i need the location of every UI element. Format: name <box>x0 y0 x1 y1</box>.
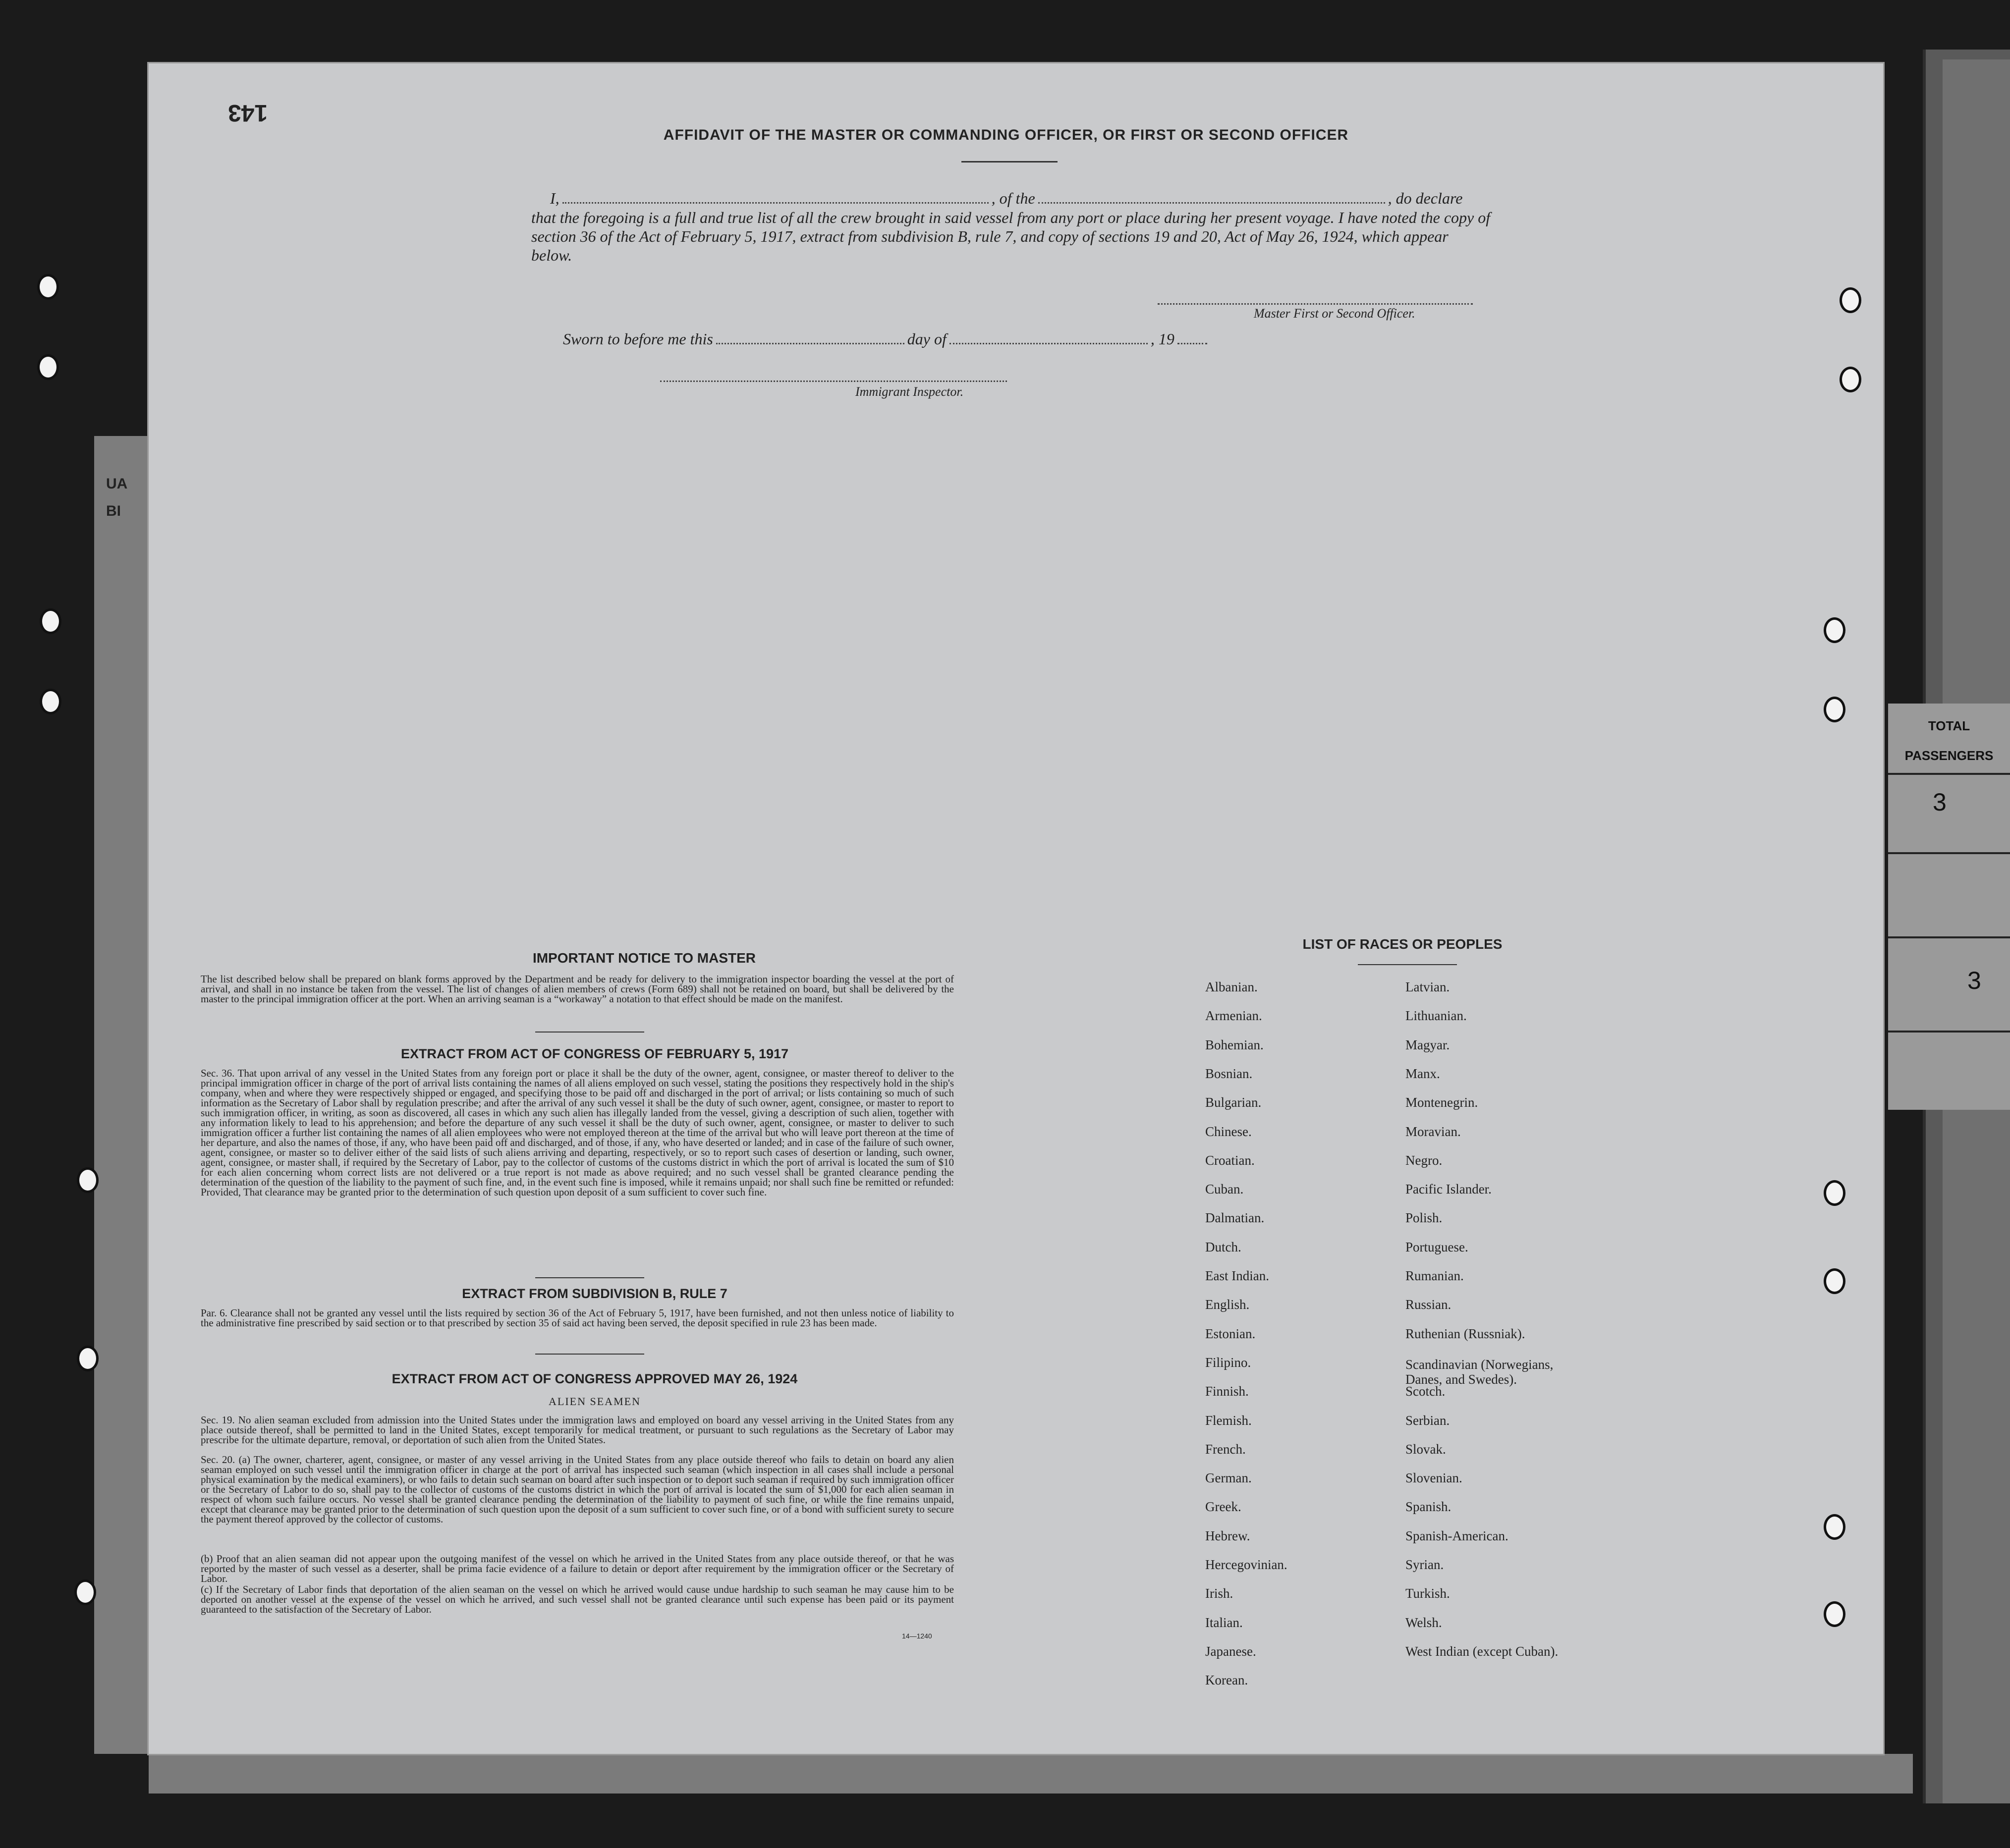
name-blank <box>562 202 989 204</box>
race-item: Croatian. <box>1205 1152 1255 1168</box>
race-item: Chinese. <box>1205 1124 1252 1139</box>
extract-1917-title: EXTRACT FROM ACT OF CONGRESS OF FEBRUARY 5, 1917 <box>400 1046 789 1061</box>
race-item: Filipino. <box>1205 1355 1251 1370</box>
race-item: Italian. <box>1205 1615 1243 1630</box>
affidavit-line-1 <box>550 189 1462 208</box>
race-item: Dutch. <box>1205 1239 1241 1254</box>
passenger-count-1: 3 <box>1933 788 1947 816</box>
sworn-line <box>563 330 1210 348</box>
table-rule <box>1888 1031 2010 1033</box>
sec19-text: Sec. 19. No alien seaman excluded from admission into the United States under the immigration laws and employed on board any vessel arriving in the United States from any place outside thereof, shall be permitted to land in the United States, except temporarily for medical treatment, or pursuant to such regulations as the Secretary of Labor may prescribe for the ultimate departure, removal, or deportation of such alien from the United States. <box>201 1414 954 1446</box>
race-item: Slovak. <box>1405 1441 1446 1457</box>
punch-hole <box>77 1346 99 1371</box>
punch-hole <box>40 689 61 714</box>
year-blank <box>1177 342 1207 344</box>
race-item: Slovenian. <box>1405 1470 1462 1486</box>
affidavit-of-the: , of the <box>991 189 1035 207</box>
affidavit-title: AFFIDAVIT OF THE MASTER OR COMMANDING OFFICER, OR FIRST OR SECOND OFFICER <box>663 127 1349 143</box>
table-rule <box>1888 773 2010 775</box>
race-item: English. <box>1205 1297 1250 1312</box>
sec20b-text: (b) Proof that an alien seaman did not appear upon the outgoing manifest of the vessel on which he arrived in the United States from any place outside thereof, or that he was reported by the master of such vessel as a deserter, shall be prima facie evidence of a failure to detain or deport after requirement by the immigration officer or the Secretary of Labor. <box>201 1553 954 1584</box>
race-item: Polish. <box>1405 1210 1443 1226</box>
affidavit-do-declare: , do declare <box>1388 189 1463 207</box>
race-item: Cuban. <box>1205 1182 1244 1197</box>
punch-hole <box>1824 617 1845 643</box>
race-item: Spanish-American. <box>1405 1528 1508 1543</box>
race-item: Spanish. <box>1405 1499 1452 1515</box>
races-title: LIST OF RACES OR PEOPLES <box>1302 936 1503 952</box>
sworn-before: Sworn to before me this <box>563 330 713 348</box>
punch-hole <box>1840 287 1861 313</box>
race-item: Japanese. <box>1205 1643 1256 1659</box>
race-item: Hebrew. <box>1205 1528 1250 1543</box>
race-item: German. <box>1205 1470 1252 1486</box>
race-item: Irish. <box>1205 1586 1233 1601</box>
notice-title: IMPORTANT NOTICE TO MASTER <box>532 950 756 966</box>
notice-rule <box>535 1032 644 1033</box>
race-item: Hercegovinian. <box>1205 1557 1287 1572</box>
race-item: East Indian. <box>1205 1268 1269 1283</box>
punch-hole <box>1840 367 1861 392</box>
notice-text: The list described below shall be prepared on blank forms approved by the Department and be ready for delivery to the immigration inspector boarding the vessel at the port of arrival, and shall in no instance be taken from the vessel. The list of changes of alien members of crews (Form 689) shall not be retained on board, but shall be delivered by the master to the principal immigration officer at the port. When an arriving seaman is a “workaway” a notation to that effect should be made on the manifest. <box>201 973 954 1005</box>
year-prefix: , 19 <box>1150 330 1174 348</box>
race-item: Portuguese. <box>1405 1239 1468 1254</box>
passengers-header: PASSENGERS <box>1904 748 1994 763</box>
underlying-sheet-bottom <box>149 1754 1913 1794</box>
race-item: Flemish. <box>1205 1413 1252 1428</box>
punch-hole <box>37 354 59 380</box>
extract-rule7-title: EXTRACT FROM SUBDIVISION B, RULE 7 <box>462 1286 727 1301</box>
race-item: French. <box>1205 1441 1246 1457</box>
sec20a-text: Sec. 20. (a) The owner, charterer, agent, consignee, or master of any vessel arriving in the United States from any place outside thereof who fails to detain on board any alien seaman employed on such vessel until the immigration officer in charge at the port of arrival has inspected such seaman (which inspection in all cases shall include a personal physical examination by the medical examiners), or who fails to detain such seaman on board after such inspection or to deport such seaman if required by such immigration officer or the Secretary of Labor to do so, shall pay to the collector of customs of the customs district in which the port of arrival is located the sum of $1,000 for each alien seaman in respect of whom such failure occurs. No vessel shall be granted clearance pending the determination of the liability to payment of such fine, or while the fine remains unpaid, except that clearance may be granted prior to the determination of such question upon the deposit of a sum sufficient to cover such fine, or of a bond with sufficient surety to secure the payment thereof approved by the collector of customs. <box>201 1454 954 1525</box>
vessel-blank <box>1038 202 1385 204</box>
race-item: Scandinavian (Norwegians, <box>1405 1357 1554 1372</box>
race-item: Russian. <box>1405 1297 1452 1312</box>
race-item: Dalmatian. <box>1205 1210 1265 1226</box>
punch-hole <box>1824 697 1845 722</box>
extract-rule7-text: Par. 6. Clearance shall not be granted any vessel until the lists required by section 36 of the Act of February 5, 1917, have been furnished, and not then unless notice of liability to the administrative fine prescribed by said section or to that prescribed by section 35 of said act having been served, the deposit specified in rule 23 has been made. <box>201 1307 954 1329</box>
punch-hole <box>74 1579 96 1605</box>
race-item: Serbian. <box>1405 1413 1450 1428</box>
passenger-count-2: 3 <box>1967 967 1981 994</box>
race-item: Montenegrin. <box>1405 1095 1478 1110</box>
affidavit-i: I, <box>550 189 559 207</box>
race-item: Latvian. <box>1405 979 1450 994</box>
total-header: TOTAL <box>1928 718 1970 733</box>
race-item: Ruthenian (Russniak). <box>1405 1326 1525 1341</box>
race-item: Bosnian. <box>1205 1066 1253 1081</box>
race-item: Welsh. <box>1405 1615 1442 1630</box>
table-rule <box>1888 936 2010 938</box>
form-number: 14—1240 <box>902 1632 932 1640</box>
alien-seamen-subtitle: ALIEN SEAMEN <box>549 1395 641 1408</box>
underlying-sheet-left <box>94 436 149 1754</box>
race-item: Greek. <box>1205 1499 1241 1515</box>
inspector-signature-line <box>660 380 1007 382</box>
day-of: day of <box>907 330 947 348</box>
race-item: Scotch. <box>1405 1384 1446 1399</box>
race-item: Armenian. <box>1205 1008 1262 1024</box>
underlying-fragment-1: UA <box>106 476 128 492</box>
race-item: Syrian. <box>1405 1557 1444 1572</box>
race-item: Lithuanian. <box>1405 1008 1467 1024</box>
extract-1917-rule <box>535 1277 644 1278</box>
underlying-passenger-table <box>1888 704 2010 1110</box>
master-label: Master First or Second Officer. <box>1254 306 1415 321</box>
underlying-fragment-2: BI <box>106 503 121 519</box>
day-blank <box>716 342 904 344</box>
punch-hole <box>1824 1514 1845 1540</box>
race-item: Bohemian. <box>1205 1037 1264 1052</box>
race-item: Moravian. <box>1405 1124 1461 1139</box>
race-item: Rumanian. <box>1405 1268 1464 1283</box>
race-item: Turkish. <box>1405 1586 1450 1601</box>
race-item: Manx. <box>1405 1066 1440 1081</box>
page-number: 143 <box>228 100 268 126</box>
race-item: Korean. <box>1205 1673 1248 1688</box>
race-item: Pacific Islander. <box>1405 1182 1492 1197</box>
month-blank <box>949 342 1148 344</box>
race-item: Bulgarian. <box>1205 1095 1262 1110</box>
punch-hole <box>77 1167 99 1193</box>
race-item: West Indian (except Cuban). <box>1405 1643 1559 1659</box>
races-rule <box>1358 964 1457 965</box>
extract-rule7-rule <box>535 1354 644 1355</box>
title-rule <box>961 161 1058 163</box>
race-item: Estonian. <box>1205 1326 1256 1341</box>
punch-hole <box>37 274 59 300</box>
race-item: Albanian. <box>1205 979 1258 994</box>
race-item: Magyar. <box>1405 1037 1450 1052</box>
punch-hole <box>40 608 61 634</box>
master-signature-line <box>1158 303 1473 305</box>
punch-hole <box>1824 1180 1845 1206</box>
sec20c-text: (c) If the Secretary of Labor finds that deportation of the alien seaman on the vessel on which he arrived would cause undue hardship to such seaman he may cause him to be deported on another vessel at the expense of the vessel on which he arrived, and such vessel shall not be granted clearance until such expense has been paid or its payment guaranteed to the satisfaction of the Secretary of Labor. <box>201 1583 954 1615</box>
extract-1924-title: EXTRACT FROM ACT OF CONGRESS APPROVED MAY 26, 1924 <box>391 1371 798 1386</box>
punch-hole <box>1824 1268 1845 1294</box>
affidavit-body: that the foregoing is a full and true list of all the crew brought in said vessel from any port or place during her present voyage. I have noted the copy of section 36 of the Act of February 5, 1917, extract from subdivision B, rule 7, and copy of sections 19 and 20, Act of May 26, 1924, which appear below. <box>531 209 1491 264</box>
punch-hole <box>1824 1601 1845 1627</box>
race-item: Danes, and Swedes). <box>1405 1371 1517 1387</box>
race-item: Finnish. <box>1205 1384 1249 1399</box>
table-rule <box>1888 852 2010 854</box>
race-item: Negro. <box>1405 1152 1443 1168</box>
inspector-label: Immigrant Inspector. <box>855 384 964 399</box>
extract-1917-text: Sec. 36. That upon arrival of any vessel in the United States from any foreign port or place it shall be the duty of the owner, agent, consignee, or master thereof to deliver to the principal immigration officer in charge of the port of arrival lists containing the names of all aliens employed on such vessel, stating the positions they respectively hold in the ship's company, when and where they were respectively shipped or engaged, and specifying those to be paid off and discharged in the port of arrival; or lists containing so much of such information as the Secretary of Labor shall by regulation prescribe; and after the arrival of any such vessel it shall be the duty of such owner, agent, consignee, or master to report to such immigration officer, in writing, as soon as discovered, all cases in which any such alien has illegally landed from the vessel, giving a description of such alien, together with any information likely to lead to his apprehension; and before the departure of any such vessel it shall be the duty of such owner, agent, consignee, or master to deliver to such immigration officer a further list containing the names of all alien employees who were not employed thereon at the time of the arrival but who will leave port thereon at the time of her departure, and also the names of those, if any, who have been paid off and discharged, and of those, if any, who have deserted or landed; and in case of the failure of such owner, agent, consignee, or master so to deliver either of the said lists of such aliens arriving and departing, respectively, or so to report such cases of desertion or landing, such owner, agent, consignee, or master shall, if required by the Secretary of Labor, pay to the collector of customs of the customs district in which the port of arrival is located the sum of $10 for each alien concerning whom correct lists are not delivered or a true report is not made as above required; and no such vessel shall be granted clearance pending the determination of the question of the liability to the payment of such fine, and, in the event such fine is imposed, while it remains unpaid; nor shall such fine be remitted or refunded: Provided, That clearance may be granted prior to the determination of such question upon deposit of a sum sufficient to cover such fine. <box>201 1067 954 1198</box>
